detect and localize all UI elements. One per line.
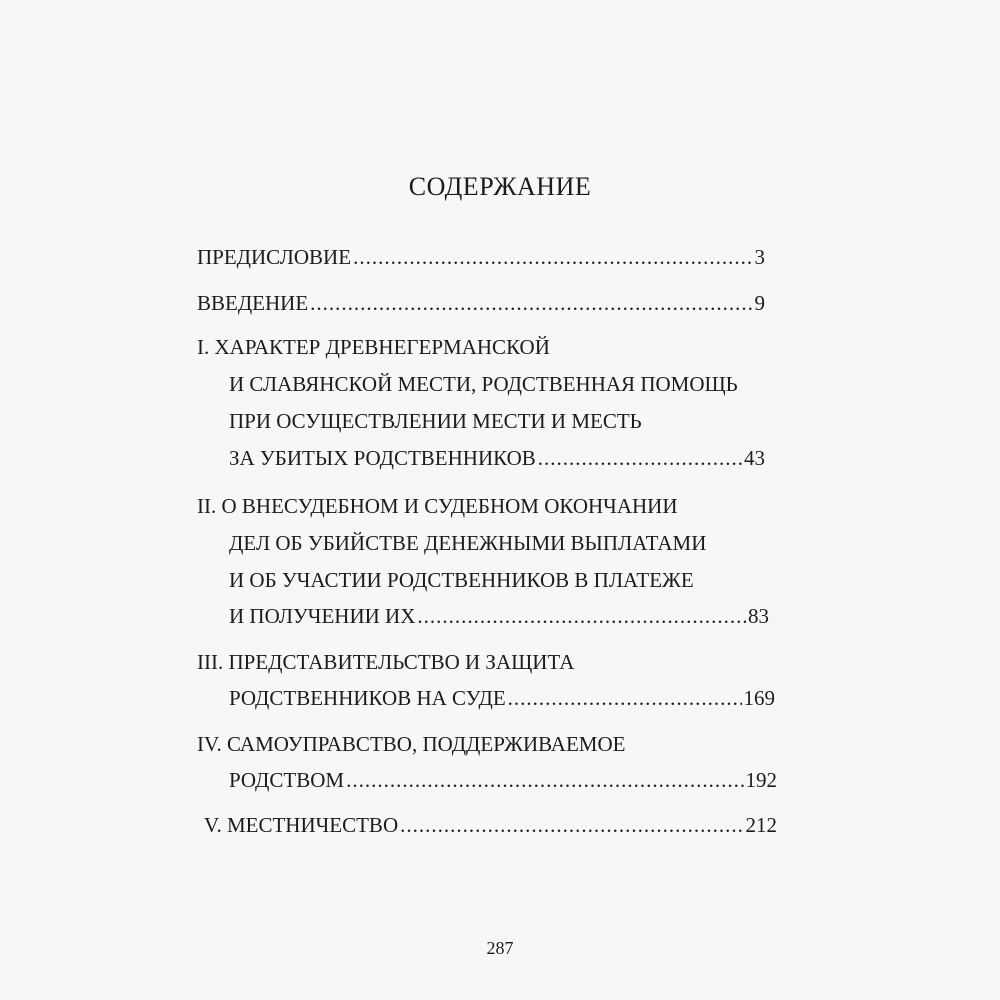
toc-entry-ch2-line4	[229, 603, 769, 629]
leader-dots	[346, 767, 743, 793]
toc-entry-ch1-line4	[229, 445, 765, 471]
page-number: 287	[486, 938, 514, 958]
toc-entry-label: ЗА УБИТЫХ РОДСТВЕННИКОВ	[229, 446, 536, 470]
leader-dots	[538, 445, 742, 471]
toc-entry-ch2-line1: II. О ВНЕСУДЕБНОМ И СУДЕБНОМ ОКОНЧАНИИ	[197, 494, 678, 518]
toc-entry-page: 169	[743, 686, 775, 710]
toc-entry-label: ПРЕДИСЛОВИЕ	[197, 245, 352, 269]
toc-entry-page: 83	[748, 604, 769, 628]
toc-entry-ch4-line1: IV. САМОУПРАВСТВО, ПОДДЕРЖИВАЕМОЕ	[197, 732, 626, 756]
toc-entry-page: 192	[745, 768, 777, 792]
toc-entry-label: И ПОЛУЧЕНИИ ИХ	[229, 604, 416, 628]
leader-dots	[417, 603, 746, 629]
leader-dots	[400, 812, 743, 838]
leader-dots	[310, 290, 752, 316]
toc-entry-label: РОДСТВОМ	[229, 768, 345, 792]
toc-entry-ch3-line2	[229, 685, 775, 711]
toc-entry-intro	[197, 290, 765, 316]
toc-entry-ch4-line2	[229, 767, 777, 793]
leader-dots	[353, 244, 752, 270]
toc-entry-preface	[197, 244, 765, 270]
page-title: СОДЕРЖАНИЕ	[408, 172, 592, 201]
toc-entry-ch1-line3: ПРИ ОСУЩЕСТВЛЕНИИ МЕСТИ И МЕСТЬ	[229, 409, 642, 433]
toc-entry-ch1-line2: И СЛАВЯНСКОЙ МЕСТИ, РОДСТВЕННАЯ ПОМОЩЬ	[229, 372, 738, 396]
toc-entry-ch1-line1: I. ХАРАКТЕР ДРЕВНЕГЕРМАНСКОЙ	[197, 335, 550, 359]
toc-entry-page: 3	[754, 245, 765, 269]
toc-entry-page: 212	[745, 813, 777, 837]
toc-entry-ch5	[204, 812, 777, 838]
leader-dots	[508, 685, 742, 711]
toc-entry-label: РОДСТВЕННИКОВ НА СУДЕ	[229, 686, 506, 710]
toc-entry-ch2-line3: И ОБ УЧАСТИИ РОДСТВЕННИКОВ В ПЛАТЕЖЕ	[229, 568, 694, 592]
toc-entry-ch2-line2: ДЕЛ ОБ УБИЙСТВЕ ДЕНЕЖНЫМИ ВЫПЛАТАМИ	[229, 531, 707, 555]
toc-entry-label: V. МЕСТНИЧЕСТВО	[204, 813, 399, 837]
toc-entry-page: 9	[754, 291, 765, 315]
toc-entry-label: ВВЕДЕНИЕ	[197, 291, 309, 315]
toc-entry-ch3-line1: III. ПРЕДСТАВИТЕЛЬСТВО И ЗАЩИТА	[197, 650, 575, 674]
toc-entry-page: 43	[744, 446, 765, 470]
